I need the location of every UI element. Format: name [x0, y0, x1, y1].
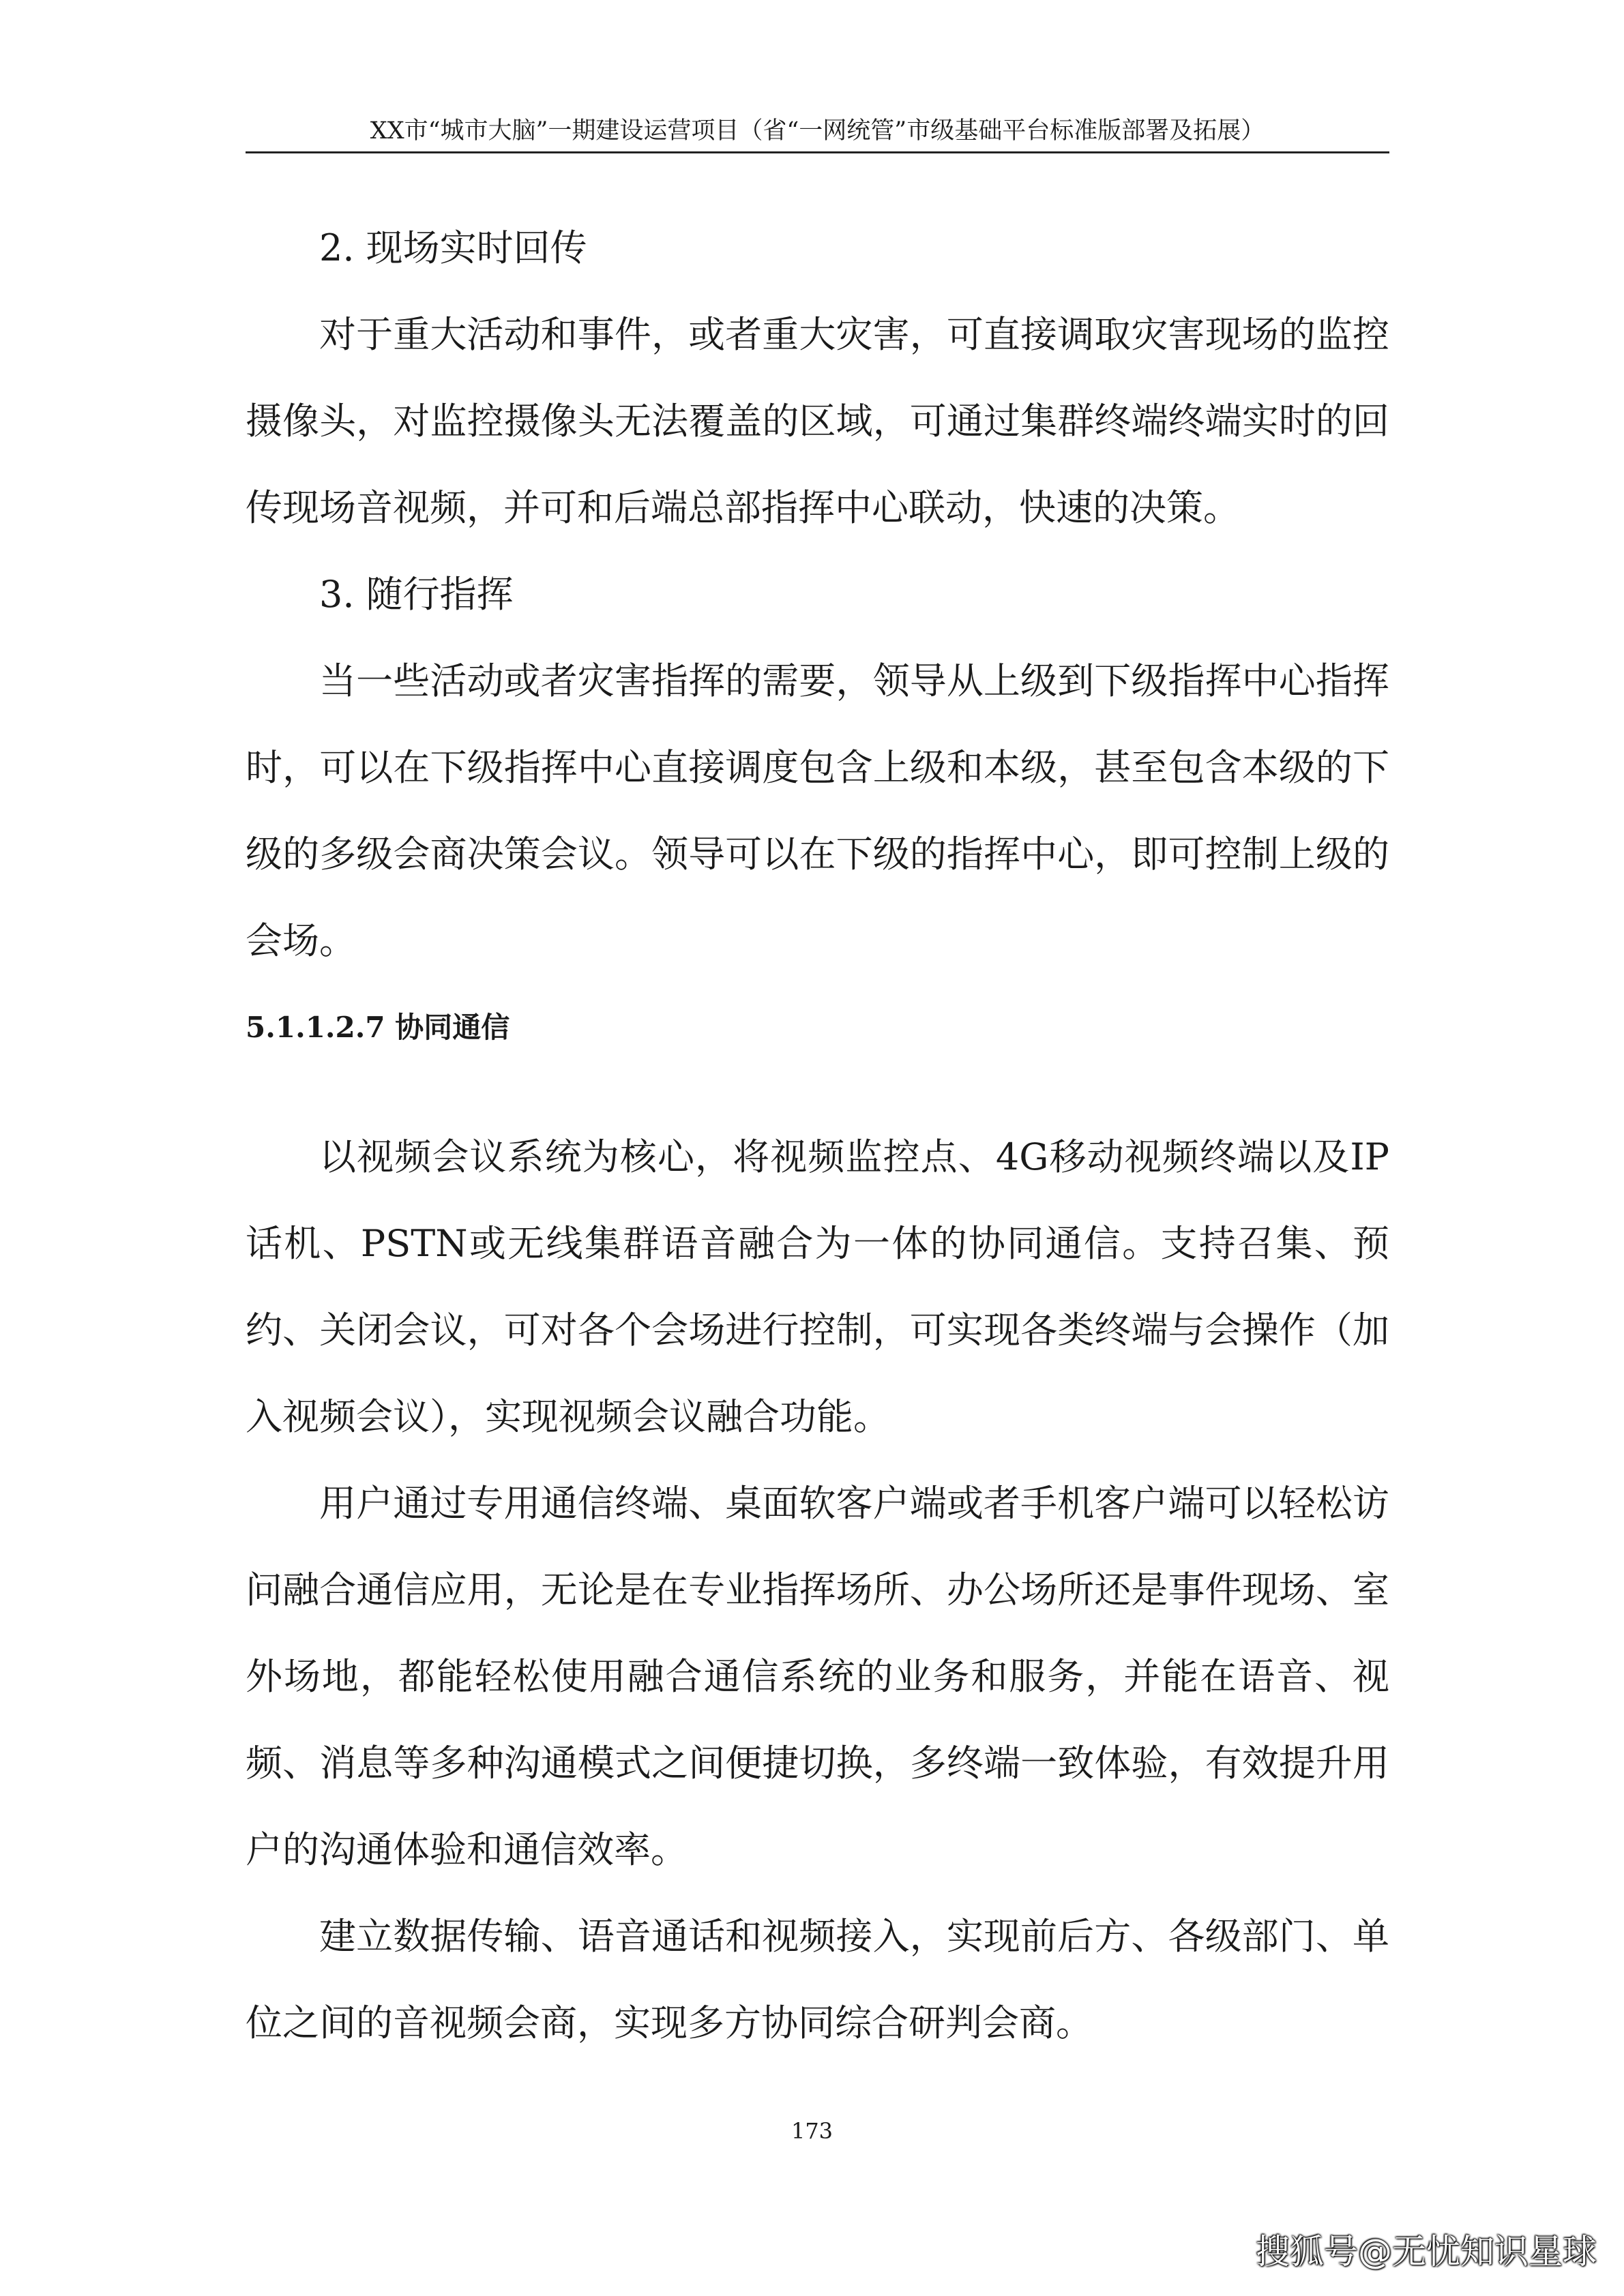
- item-title-mobile-command: 3. 随行指挥: [319, 573, 514, 616]
- page-number: 173: [791, 2118, 833, 2144]
- document-body: [246, 205, 1389, 2066]
- section-heading-collab-comm: 5.1.1.2.7 协同通信: [246, 1011, 510, 1044]
- header-divider: [246, 151, 1389, 153]
- paragraph-video-conference: 以视频会议系统为核心，将视频监控点、4G移动视频终端以及IP话机、PSTN或无线集群语音融合为一体的协同通信。支持召集、预约、关闭会议，可对各个会场进行控制，可实现各类终端与会操作（加入视频会议），实现视频会议融合功能。: [246, 1135, 1389, 1438]
- paragraph-mobile-command: 当一些活动或者灾害指挥的需要，领导从上级到下级指挥中心指挥时，可以在下级指挥中心直接调度包含上级和本级，甚至包含本级的下级的多级会商决策会议。领导可以在下级的指挥中心，即可控制上级的会场。: [246, 659, 1389, 962]
- watermark: 搜狐号@无忧知识星球: [1256, 2232, 1597, 2271]
- paragraph-unified-access: 用户通过专用通信终端、桌面软客户端或者手机客户端可以轻松访问融合通信应用，无论是在专业指挥场所、办公场所还是事件现场、室外场地，都能轻松使用融合通信系统的业务和服务，并能在语音、视频、消息等多种沟通模式之间便捷切换，多终端一致体验，有效提升用户的沟通体验和通信效率。: [246, 1482, 1389, 1871]
- paragraph-live-return: 对于重大活动和事件，或者重大灾害，可直接调取灾害现场的监控摄像头，对监控摄像头无法覆盖的区域，可通过集群终端终端实时的回传现场音视频，并可和后端总部指挥中心联动，快速的决策。: [246, 313, 1389, 529]
- item-title-live-return: 2. 现场实时回传: [319, 226, 587, 269]
- running-header: XX市“城市大脑”一期建设运营项目（省“一网统管”市级基础平台标准版部署及拓展）: [370, 117, 1265, 145]
- paragraph-data-transmission: 建立数据传输、语音通话和视频接入，实现前后方、各级部门、单位之间的音视频会商，实现多方协同综合研判会商。: [246, 1915, 1389, 2044]
